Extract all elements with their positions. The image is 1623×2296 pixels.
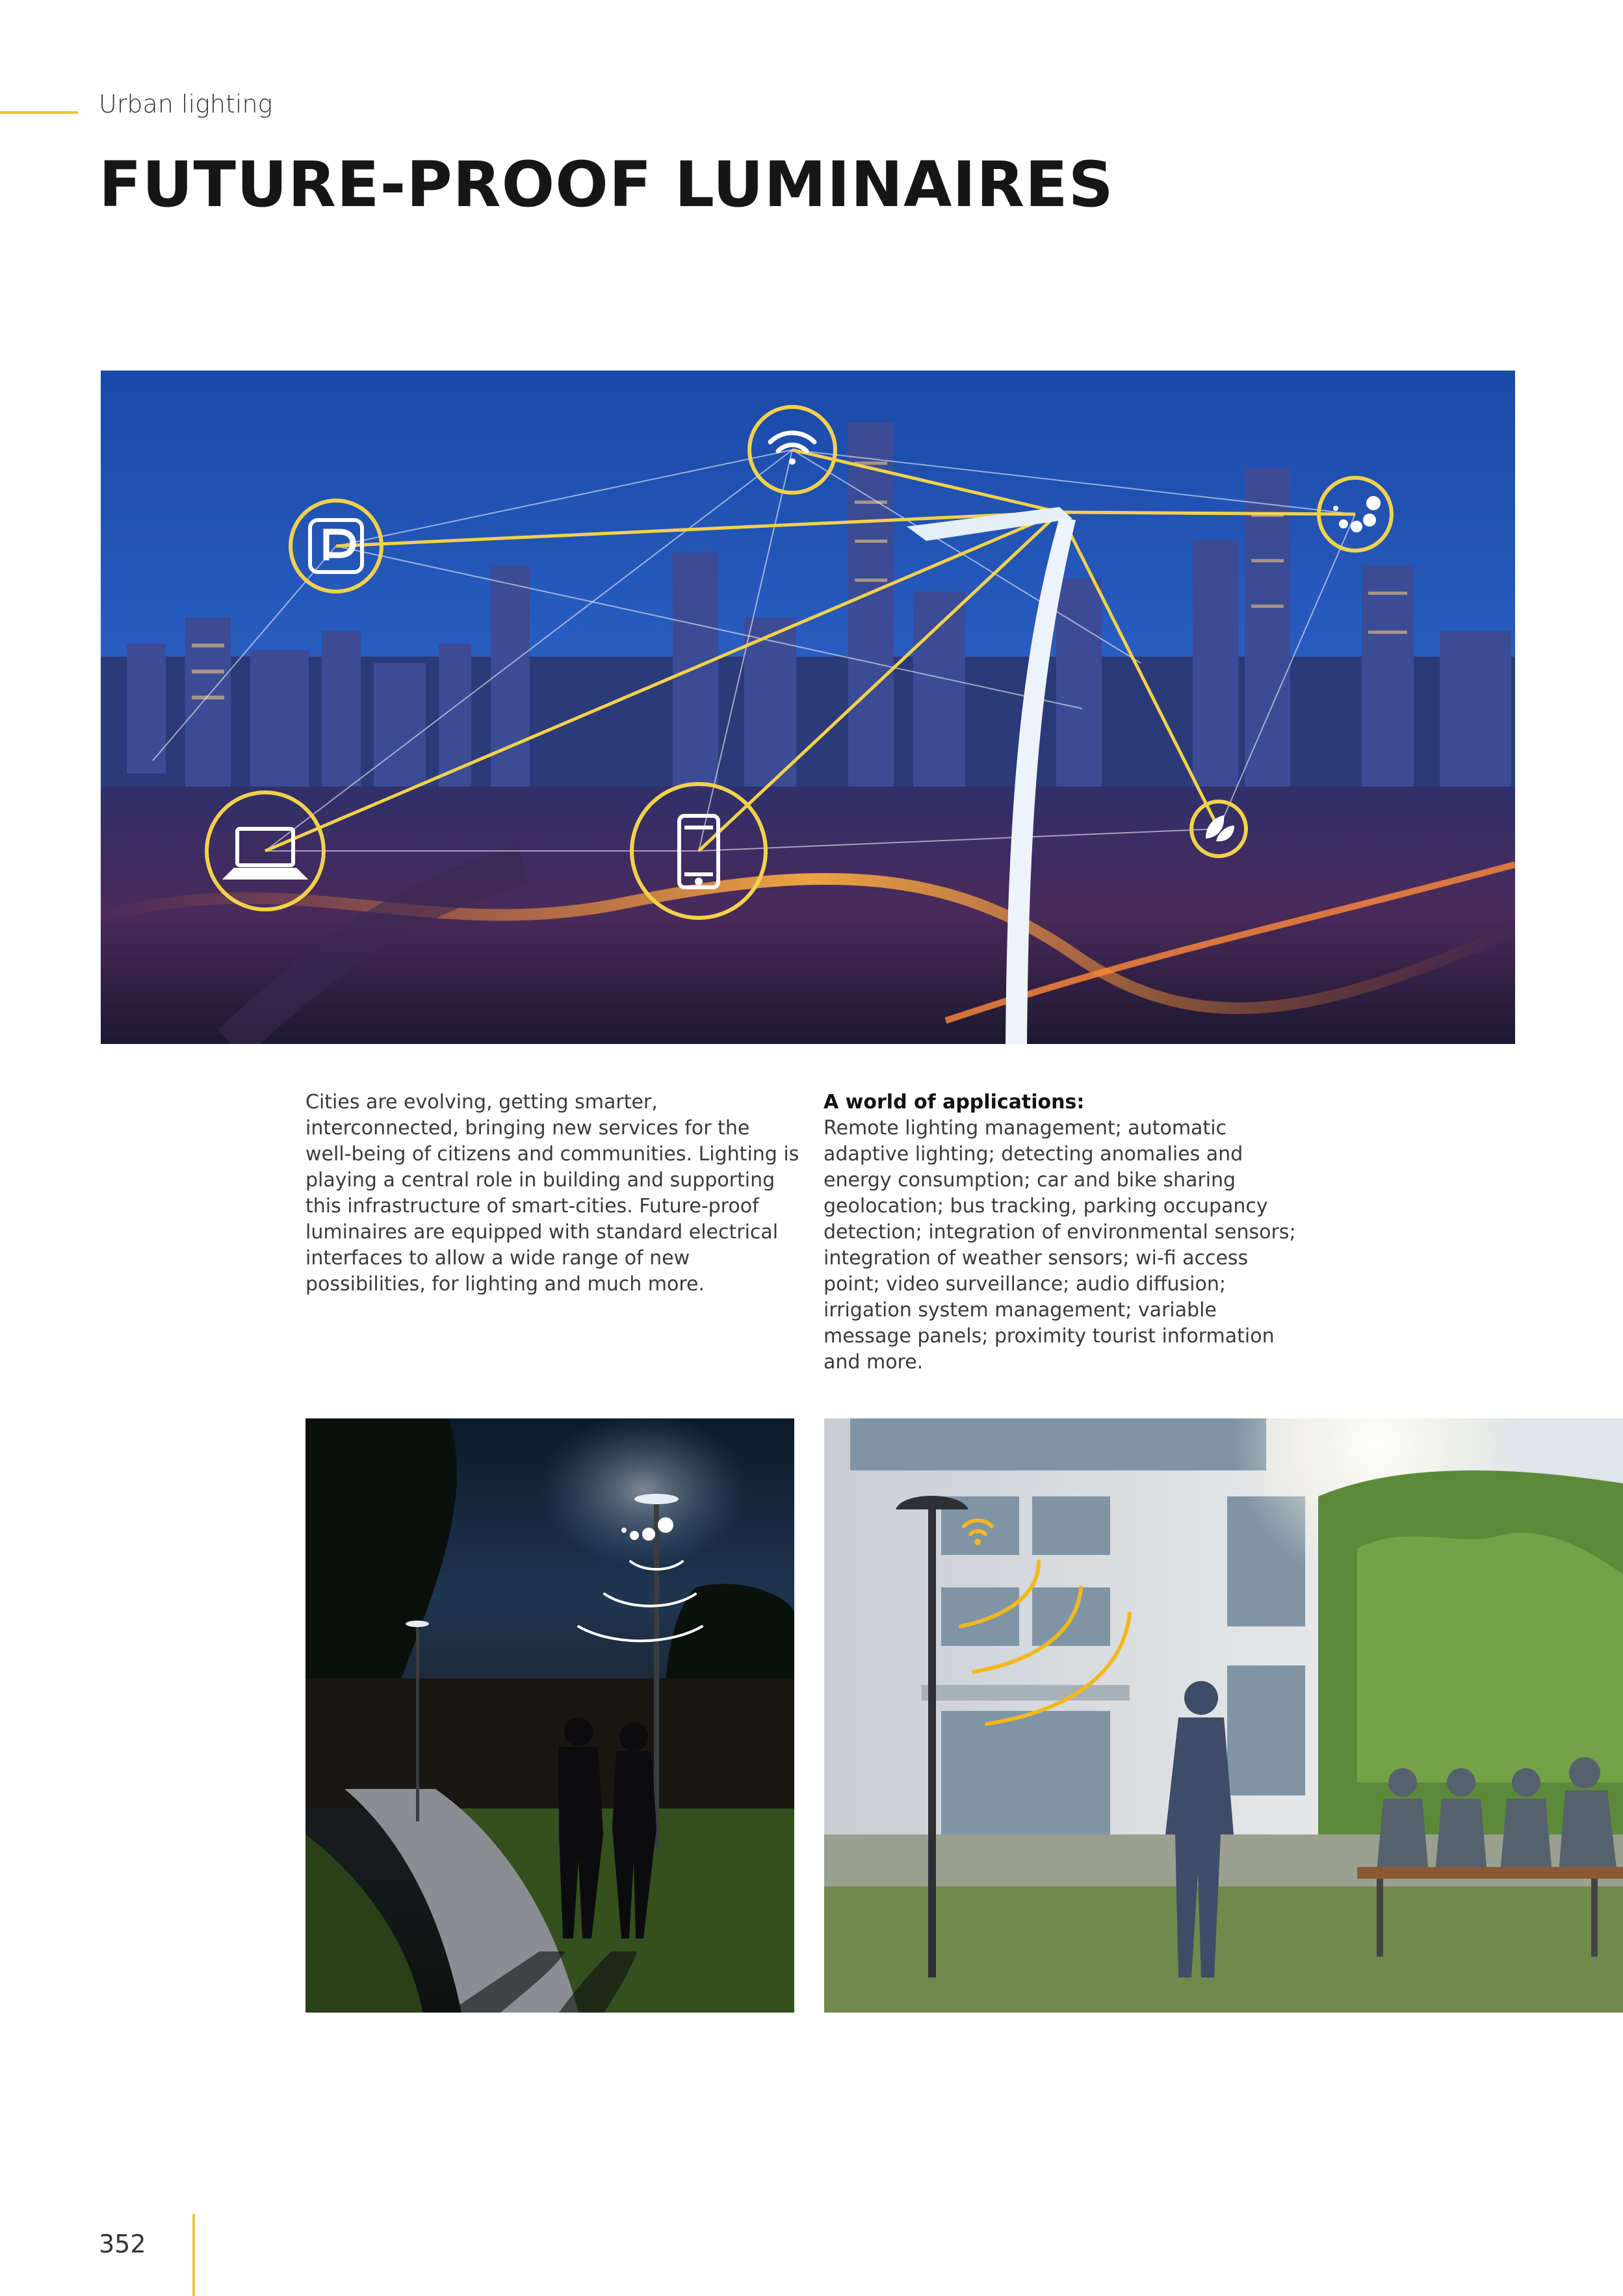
photo-sunny-courtyard — [824, 1418, 1623, 2013]
page-number: 352 — [99, 2230, 146, 2258]
header-accent-line — [0, 111, 78, 114]
section-label: Urban lighting — [99, 90, 273, 118]
hero-smart-city-image — [101, 371, 1515, 1044]
applications-text: Remote lighting management; automatic adaptive lighting; detecting anomalies and energy consumption; car and bike sharing geolocation; bus tracking, parking occupancy detection; integration of environmental sensors; integration of weather sensors; wi-fi access point; video surveillance; audio diffusion; irrigation system management; variable message panels; proximity tourist information and more. — [824, 1117, 1296, 1374]
footer-accent-line — [192, 2214, 195, 2296]
applications-block — [824, 1089, 1305, 1376]
page-title: FUTURE-PROOF LUMINAIRES — [99, 148, 1114, 221]
intro-paragraph: Cities are evolving, getting smarter, interconnected, bringing new services for the well-being of citizens and communities. Lighting is playing a central role in building and supporting this infrastructure of smart-cities. Future-proof luminaires are equipped with standard electrical interfaces to allow a wide range of new possibilities, for lighting and much more. — [305, 1091, 799, 1296]
applications-heading: A world of applications: — [824, 1091, 1085, 1114]
photo-night-park-walk — [305, 1418, 794, 2013]
